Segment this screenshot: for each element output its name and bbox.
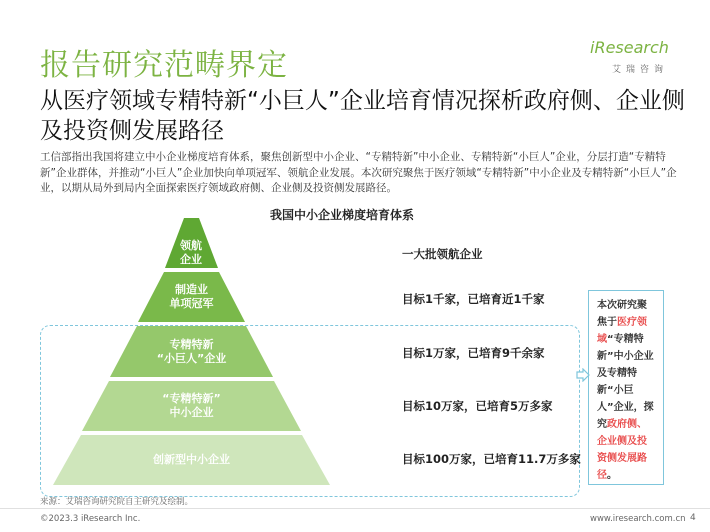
logo-subtitle: 艾瑞咨询 — [612, 65, 669, 75]
logo-wordmark: iResearch — [590, 38, 669, 57]
tier-5-target: 目标100万家，已培育11.7万多家 — [402, 452, 581, 466]
diagram-title: 我国中小企业梯度培育体系 — [270, 208, 415, 222]
tier-3-label: 专精特新 “小巨人”企业 — [156, 338, 227, 365]
copyright: ©2023.3 iResearch Inc. — [40, 514, 141, 524]
tier-1-label: 领航 企业 — [180, 239, 202, 266]
intro-paragraph: 工信部指出我国将建立中小企业梯度培育体系，聚焦创新型中小企业、“专精特新”中小企业、专精特新“小巨人”企业，分层打造“专精特新”企业群体，并推动“小巨人”企业加快向单项冠军、领航企业发展。本次研究聚焦于医疗领域“专精特新”中小企业及专精特新“小巨人”企业，以期从局外到局内全面探索医疗领域政府侧、企业侧及投资侧发展路径。 — [40, 151, 677, 194]
tier-5-label: 创新型中小企业 — [153, 453, 230, 466]
tier-4-label: “专精特新” 中小企业 — [162, 392, 221, 419]
source-note: 来源：艾瑞咨询研究院自主研究及绘制。 — [40, 497, 194, 507]
tier-3-target: 目标1万家，已培育9千余家 — [402, 346, 545, 360]
tier-2-label: 制造业 单项冠军 — [169, 283, 214, 310]
page-number: 4 — [690, 513, 696, 523]
tier-2-target: 目标1千家，已培育近1千家 — [402, 292, 545, 306]
footer-divider — [0, 508, 710, 509]
tier-1-target: 一大批领航企业 — [402, 247, 483, 261]
website-url[interactable]: www.iresearch.com.cn — [590, 514, 686, 524]
page-title: 报告研究范畴界定 — [40, 48, 288, 83]
report-subtitle: 从医疗领域专精特新“小巨人”企业培育情况探析政府侧、企业侧及投资侧发展路径 — [40, 88, 685, 144]
research-focus-note: 本次研究聚焦于医疗领域“专精特新”中小企业及专精特新“小巨人”企业，探究政府侧、企业侧及投资侧发展路径。 — [588, 290, 664, 485]
tier-4-target: 目标10万家，已培育5万多家 — [402, 399, 553, 413]
